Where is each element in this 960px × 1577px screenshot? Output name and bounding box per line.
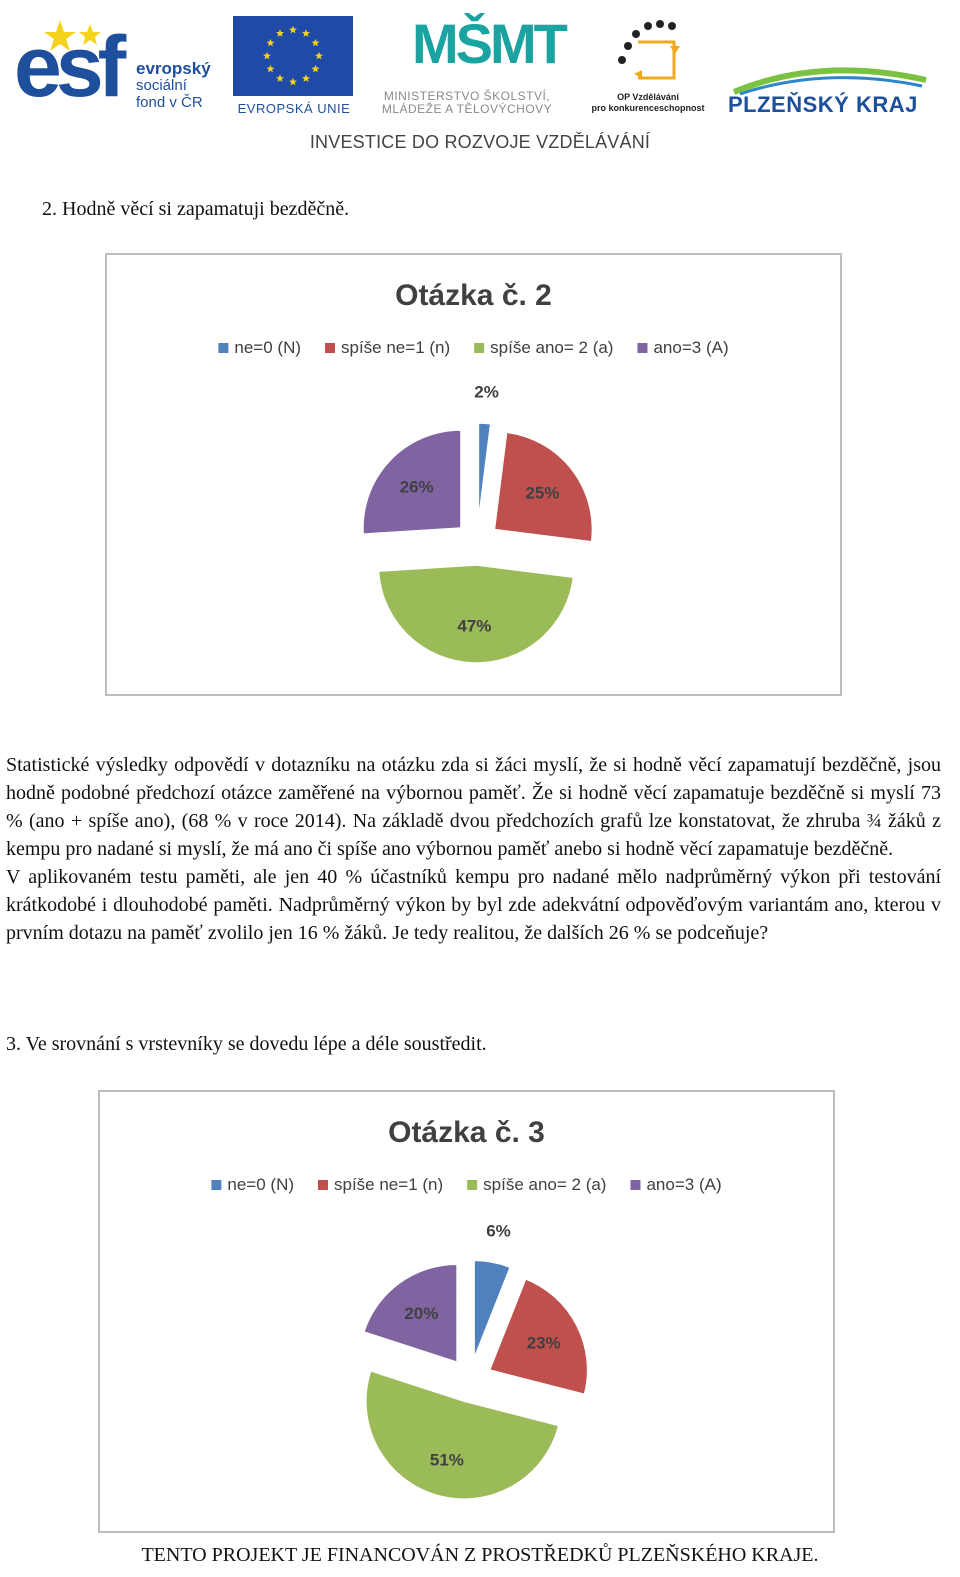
question-3-heading: 3. Ve srovnání s vrstevníky se dovedu lépe a déle soustředit. <box>6 1033 487 1055</box>
eu-star <box>302 29 310 37</box>
data-label-2: 47% <box>457 616 492 636</box>
legend-label: spíše ne=1 (n) <box>341 338 451 357</box>
esf-line-1: evropský <box>136 59 211 78</box>
data-label-3: 26% <box>399 477 434 497</box>
data-label-0: 6% <box>486 1221 511 1241</box>
legend-label: ne=0 (N) <box>234 338 302 357</box>
pie-slice-0 <box>478 423 490 521</box>
eu-star <box>302 74 310 82</box>
legend-item-2 <box>474 338 613 357</box>
legend-item-3 <box>630 1175 721 1194</box>
legend-label: ano=3 (A) <box>653 338 729 357</box>
esf-mark: esf <box>14 19 121 115</box>
footer-text: TENTO PROJEKT JE FINANCOVÁN Z PROSTŘEDKŮ PLZEŇSKÉHO KRAJE. <box>141 1544 819 1566</box>
kraj-label: PLZEŇSKÝ KRAJ <box>728 92 918 117</box>
msmt-line-2: MLÁDEŽE A TĚLOVÝCHOVY <box>381 102 553 116</box>
pie-chart-3 <box>100 1092 833 1531</box>
op-text <box>578 92 718 114</box>
eu-label: EVROPSKÁ UNIE <box>237 101 351 116</box>
legend-label: ano=3 (A) <box>646 1175 722 1194</box>
op-line-2: pro konkurenceschopnost <box>591 103 705 113</box>
eu-star <box>267 39 275 47</box>
eu-star <box>267 65 275 73</box>
eu-star <box>276 29 284 37</box>
pie-chart-2 <box>107 255 840 694</box>
paragraph-2: V aplikovaném testu paměti, ale jen 40 % účastníků kempu pro nadané mělo nadprůměrný výkon při testování krátkodobé i dlouhodobé paměti. Nadprůměrný výkon by byl zde adekvátní odpověďovým variantám ano, kterou v prvním dotazu na paměť zvolilo jen 16 % žáků. Je tedy realitou, že dalších 26 % se podceňuje? <box>6 866 941 944</box>
tagline: INVESTICE DO ROZVOJE VZDĚLÁVÁNÍ <box>309 132 651 152</box>
chart-otazka-2 <box>105 253 842 696</box>
eu-star <box>312 39 320 47</box>
legend-swatch <box>474 343 484 353</box>
msmt-mark: MŠMT <box>412 12 565 75</box>
legend-swatch <box>211 1180 221 1190</box>
legend-swatch <box>318 1180 328 1190</box>
op-line-1: OP Vzdělávání <box>617 92 679 102</box>
data-label-3: 20% <box>404 1304 439 1324</box>
legend-item-2 <box>467 1175 606 1194</box>
legend-label: spíše ne=1 (n) <box>334 1175 444 1194</box>
esf-line-2: sociální <box>136 77 187 94</box>
eu-star <box>263 52 271 60</box>
chart-title: Otázka č. 3 <box>388 1116 545 1149</box>
legend-swatch <box>467 1180 477 1190</box>
msmt-text <box>362 90 572 116</box>
msmt-line-1: MINISTERSTVO ŠKOLSTVÍ, <box>383 89 551 103</box>
legend-item-0 <box>218 338 301 357</box>
chart-otazka-3 <box>98 1090 835 1533</box>
header-logos <box>0 0 960 160</box>
legend-item-1 <box>325 338 450 357</box>
legend-swatch <box>637 343 647 353</box>
analysis-text <box>6 751 941 947</box>
pie-slice-2 <box>366 1371 559 1499</box>
eu-star <box>289 78 297 86</box>
eu-star <box>276 74 284 82</box>
legend-swatch <box>630 1180 640 1190</box>
esf-text <box>136 60 211 111</box>
data-label-1: 25% <box>525 483 560 503</box>
data-label-0: 2% <box>474 382 499 402</box>
legend-label: spíše ano= 2 (a) <box>483 1175 607 1194</box>
legend-label: ne=0 (N) <box>227 1175 295 1194</box>
eu-flag-icon <box>233 16 353 96</box>
legend-item-3 <box>637 338 728 357</box>
legend-label: spíše ano= 2 (a) <box>490 338 614 357</box>
legend-item-1 <box>318 1175 443 1194</box>
pie-slice-2 <box>379 565 574 663</box>
eu-star <box>289 26 297 34</box>
data-label-2: 51% <box>429 1450 464 1470</box>
legend-item-0 <box>211 1175 294 1194</box>
paragraph-1: Statistické výsledky odpovědí v dotazníku na otázku zda si žáci myslí, že si hodně věcí zapamatují bezděčně, jsou hodně podobné předchozí otázce zaměřené na výbornou paměť. Že si hodně věcí zapamatuje bezděčně si myslí 73 % (ano + spíše ano), (68 % v roce 2014). Na základě dvou předchozích grafů lze konstatovat, že zhruba ¾ žáků z kempu pro nadané si myslí, že má ano či spíše ano výbornou paměť anebo si hodně věcí zapamatuje bezděčně. <box>6 754 941 860</box>
esf-line-3: fond v ČR <box>136 94 203 111</box>
chart-title: Otázka č. 2 <box>395 279 552 312</box>
question-2-heading: 2. Hodně věcí si zapamatuji bezděčně. <box>42 198 350 220</box>
legend-swatch <box>325 343 335 353</box>
legend-swatch <box>218 343 228 353</box>
eu-star <box>315 52 323 60</box>
op-logo-icon <box>608 18 688 90</box>
data-label-1: 23% <box>526 1333 561 1353</box>
eu-star <box>312 65 320 73</box>
